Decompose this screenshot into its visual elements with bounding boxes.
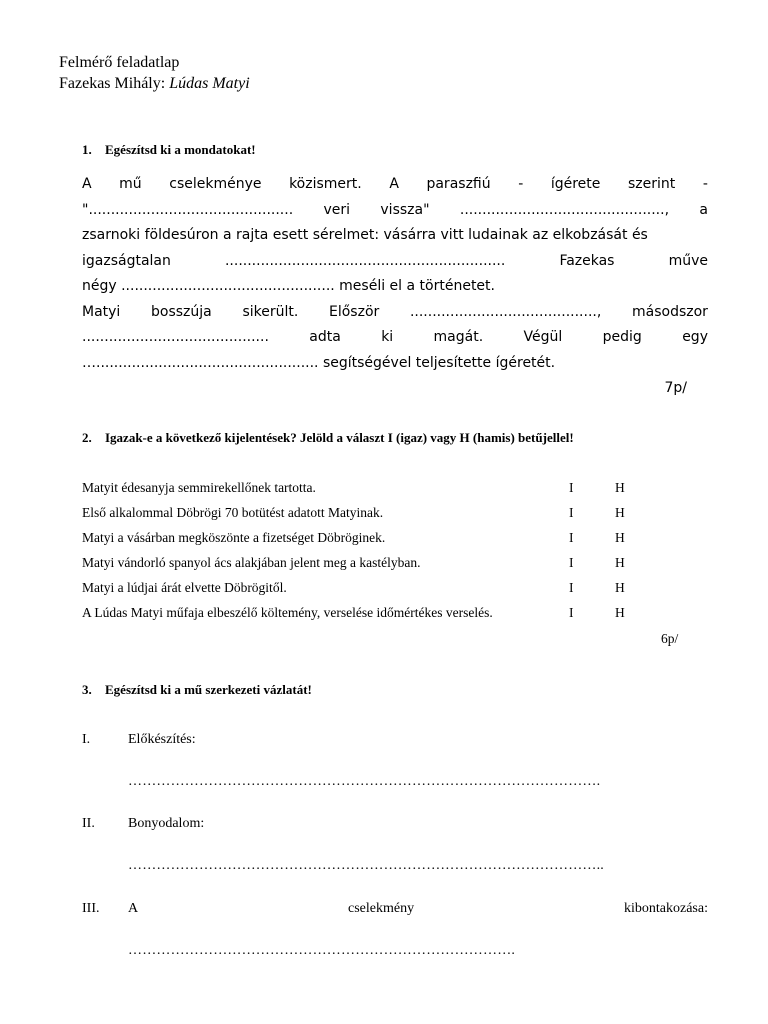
q1-word: Fazekas [559,252,615,269]
question-1-number: 1. [82,142,92,157]
q1-blank: ............................................................... [224,252,506,269]
q1-word: műve [668,252,708,269]
q1-word: igazságtalan [82,252,171,269]
question-2-text: Igazak-e a következő kijelentések? Jelöld a választ I (igaz) vagy H (hamis) betűjellel! [105,430,574,445]
tf-option-true[interactable]: I [569,605,574,620]
q1-word: cselekménye [169,176,262,192]
work-title: Lúdas Matyi [169,75,250,92]
outline-label-word: cselekmény [348,901,415,916]
answer-line[interactable]: ……………………………………………………………………………………….. [128,858,604,873]
q1-word: másodszor [632,303,708,320]
document-header [59,52,250,94]
q1-line-5: négy ................................................ meséli el a történetet. [82,278,495,294]
outline-label [128,901,708,917]
tf-option-false[interactable]: H [615,580,625,595]
q1-word: sikerült. [242,303,299,320]
tf-option-false[interactable]: H [615,555,625,570]
q1-word: bosszúja [151,303,212,320]
question-1-text: Egészítsd ki a mondatokat! [105,142,256,157]
q1-word: közismert. [289,176,362,192]
q2-points: 6p/ [661,631,679,646]
tf-statement: Első alkalommal Döbrögi 70 botütést adatott Matyinak. [82,505,384,520]
answer-line[interactable]: ………………………………………………………………………………………. [128,774,601,789]
outline-roman-numeral: III. [82,901,100,916]
q1-word: ki [381,329,394,345]
q1-blank: ".............................................. [82,201,294,218]
q1-word: ígérete [550,176,601,192]
q1-line-2 [82,198,708,224]
q1-blank: .........................................., [409,303,602,320]
q1-word: magát. [433,329,484,345]
tf-option-true[interactable]: I [569,505,574,520]
tf-statement: A Lúdas Matyi műfaja elbeszélő költemény, verselése időmértékes verselés. [82,605,493,620]
outline-roman-numeral: I. [82,732,91,747]
q1-word: A [82,176,92,192]
answer-line[interactable]: ………………………………………………………………………. [128,943,516,958]
outline-label-word: kibontakozása: [624,901,708,916]
question-2-title [82,430,574,446]
question-3-title [82,682,312,698]
author-name: Fazekas Mihály: [59,75,170,92]
tf-statement: Matyi vándorló spanyol ács alakjában jelent meg a kastélyban. [82,555,421,570]
q1-blank: .............................................., [459,201,670,218]
q1-word: - [702,176,708,192]
outline-label: Bonyodalom: [128,816,205,831]
tf-option-true[interactable]: I [569,555,574,570]
tf-option-true[interactable]: I [569,480,574,495]
q1-line-4 [82,249,708,275]
q1-word: Végül [523,329,563,345]
tf-statement: Matyit édesanyja semmirekellőnek tartotta. [82,480,316,495]
q1-word: Matyi [82,303,121,320]
q1-word: paraszfiú [426,176,491,192]
q1-blank: .......................................... [82,329,269,345]
tf-option-false[interactable]: H [615,480,625,495]
tf-option-false[interactable]: H [615,505,625,520]
tf-option-false[interactable]: H [615,530,625,545]
outline-label: Előkészítés: [128,732,196,747]
worksheet-title: Felmérő feladatlap [59,54,180,71]
q1-word: vissza" [380,201,430,218]
outline-label-word: A [128,901,139,916]
q1-word: - [518,176,524,192]
q1-line-7 [82,325,708,351]
q1-word: veri [323,201,351,218]
q1-word: Először [329,303,380,320]
tf-option-false[interactable]: H [615,605,625,620]
outline-roman-numeral: II. [82,816,95,831]
q1-line-1 [82,172,708,198]
q1-line-8: ….................................................. segítségével teljesítette ígéretét. [82,354,556,371]
tf-option-true[interactable]: I [569,530,574,545]
q1-word: A [389,176,399,192]
question-1-body [82,172,708,402]
q1-word: egy [682,329,708,345]
question-3-number: 3. [82,682,92,697]
q1-word: a [699,201,708,218]
q1-word: pedig [602,329,642,345]
tf-statement: Matyi a vásárban megköszönte a fizetséget Döbröginek. [82,530,386,545]
work-title-line [59,73,250,94]
q1-line-3: zsarnoki földesúron a rajta esett sérelmet: vásárra vitt ludainak az elkobzását és [82,227,648,243]
question-1-title [82,142,256,158]
q1-word: szerint [627,176,676,192]
tf-option-true[interactable]: I [569,580,574,595]
question-2-number: 2. [82,430,92,445]
q1-word: mű [119,176,142,192]
tf-statement: Matyi a lúdjai árát elvette Döbrögitől. [82,580,287,595]
question-3-text: Egészítsd ki a mű szerkezeti vázlatát! [105,682,312,697]
q1-line-6 [82,300,708,326]
q1-word: adta [309,329,341,345]
q1-points: 7p/ [664,380,687,396]
